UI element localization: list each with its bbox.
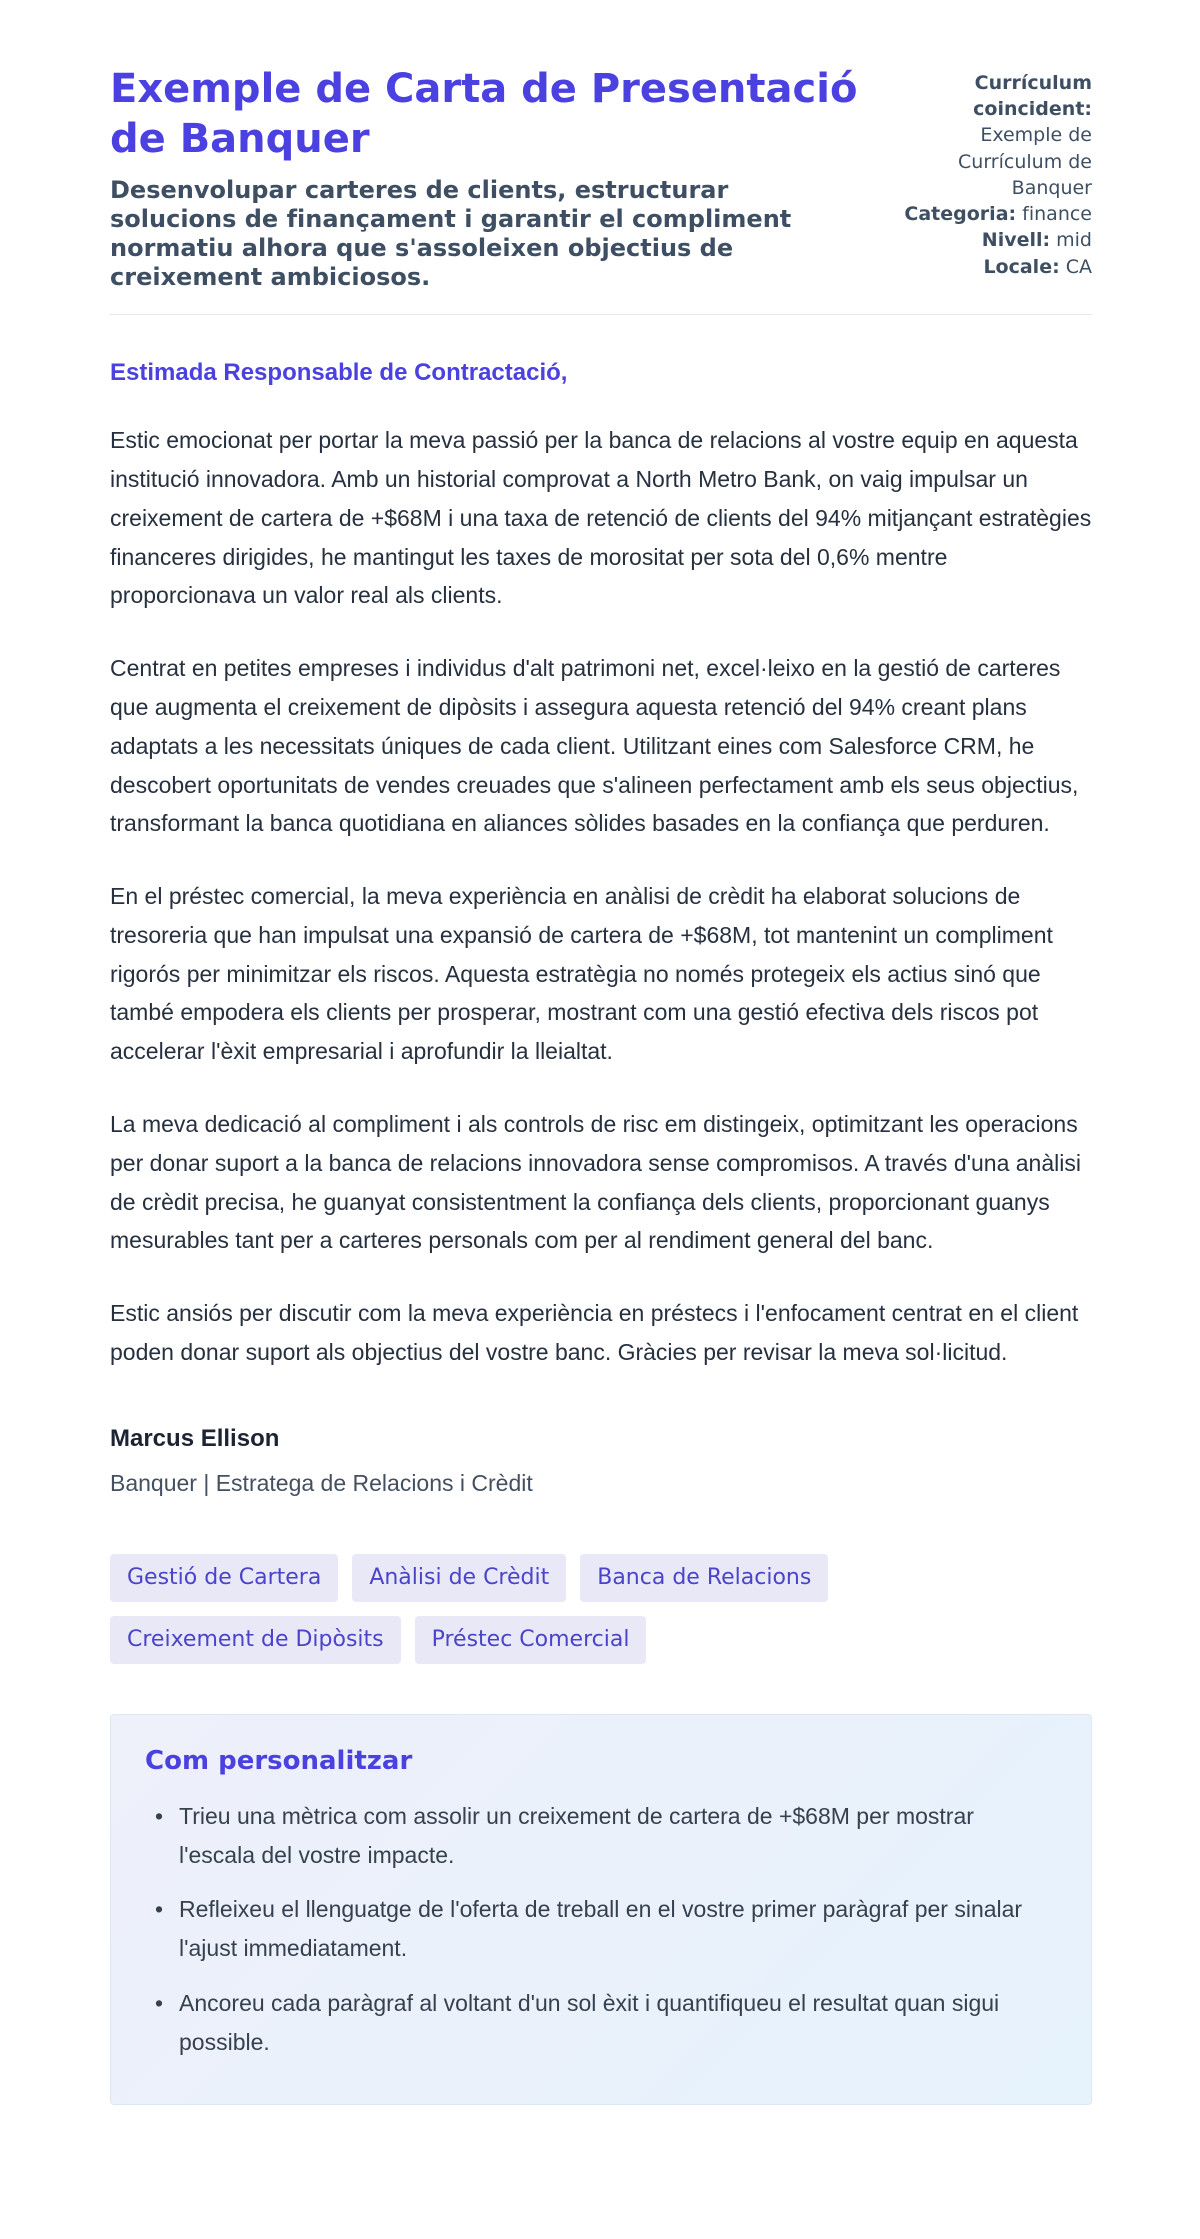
header (110, 64, 1092, 292)
letter-paragraph: Estic emocionat per portar la meva passió per la banca de relacions al vostre equip en aquesta institució innovadora. Amb un historial comprovat a North Metro Bank, on vaig impulsar un creixement de cartera de +$68M i una taxa de retenció de clients del 94% mitjançant estratègies financeres dirigides, he mantingut les taxes de morositat per sota del 0,6% mentre proporcionava un valor real als clients. (110, 427, 1092, 609)
header-divider (110, 314, 1092, 315)
customization-tips-box (110, 1714, 1092, 2105)
meta-resume-label: Currículum coincident: (973, 72, 1092, 121)
skill-tags (110, 1554, 970, 1664)
tag-chip: Creixement de Dipòsits (110, 1616, 401, 1664)
header-title-block (110, 64, 860, 292)
meta-locale-value: CA (1059, 255, 1092, 278)
signature-name: Marcus Ellison (110, 1424, 280, 1452)
page-subtitle: Desenvolupar carteres de clients, estructurar solucions de finançament i garantir el compliment normatiu alhora que s'assoleixen objectius de creixement ambiciosos. (110, 176, 792, 292)
letter-paragraph: En el préstec comercial, la meva experiència en anàlisi de crèdit ha elaborat solucions de tresoreria que han impulsat una expansió de cartera de +$68M, tot mantenint un compliment rigorós per minimitzar els riscos. Aquesta estratègia no només protegeix els actius sinó que també empodera els clients per prosperar, mostrant com una gestió efectiva dels riscos pot accelerar l'èxit empresarial i aprofundir la lleialtat. (110, 883, 1053, 1065)
letter-paragraph: Estic ansiós per discutir com la meva experiència en préstecs i l'enfocament centrat en el client poden donar suport als objectius del vostre banc. Gràcies per revisar la meva sol·licitud. (110, 1300, 1079, 1366)
letter-paragraph: La meva dedicació al compliment i als controls de risc em distingeix, optimitzant les operacions per donar suport a la banca de relacions innovadora sense compromisos. A través d'una anàlisi de crèdit precisa, he guanyat consistentment la confiança dels clients, proporcionant guanys mesurables tant per a carteres personals com per al rendiment general del banc. (110, 1111, 1081, 1254)
meta-level-value: mid (1050, 229, 1092, 252)
meta-locale-label: Locale: (983, 255, 1060, 278)
meta-category-value: finance (1016, 203, 1092, 226)
tag-chip: Préstec Comercial (415, 1616, 647, 1664)
letter-greeting: Estimada Responsable de Contractació, (110, 359, 568, 387)
meta-resume-value: Exemple de Currículum de Banquer (958, 124, 1092, 199)
tip-item: • Trieu una mètrica com assolir un creixement de cartera de +$68M per mostrar l'escala del vostre impacte. (145, 1797, 1051, 1875)
page-title: Exemple de Carta de Presentació de Banquer (110, 66, 858, 162)
meta-category-label: Categoria: (904, 203, 1017, 226)
signature-block (110, 1424, 1092, 1498)
letter-paragraph: Centrat en petites empreses i individus d'alt patrimoni net, excel·leixo en la gestió de carteres que augmenta el creixement de dipòsits i assegura aquesta retenció del 94% creant plans adaptats a les necessitats úniques de cada client. Utilitzant eines com Salesforce CRM, he descobert oportunitats de vendes creuades que s'alineen perfectament amb els seus objectius, transformant la banca quotidiana en aliances sòlides basades en la confiança que perduren. (110, 655, 1079, 837)
tip-item: • Refleixeu el llenguatge de l'oferta de treball en el vostre primer paràgraf per sinalar l'ajust immediatament. (145, 1890, 1051, 1968)
tag-chip: Gestió de Cartera (110, 1554, 338, 1602)
tip-item: • Ancoreu cada paràgraf al voltant d'un sol èxit i quantifiqueu el resultat quan sigui possible. (145, 1984, 1051, 2062)
meta-level-label: Nivell: (981, 229, 1051, 252)
tips-title: Com personalitzar (145, 1745, 413, 1776)
meta-resume (900, 70, 1092, 201)
tips-list (145, 1797, 1051, 2062)
signature-role: Banquer | Estratega de Relacions i Crèdit (110, 1469, 533, 1496)
meta-block (900, 64, 1092, 280)
tag-chip: Anàlisi de Crèdit (352, 1554, 566, 1602)
tag-chip: Banca de Relacions (580, 1554, 828, 1602)
meta-locale (900, 254, 1092, 280)
meta-category (900, 201, 1092, 227)
meta-level (900, 227, 1092, 253)
